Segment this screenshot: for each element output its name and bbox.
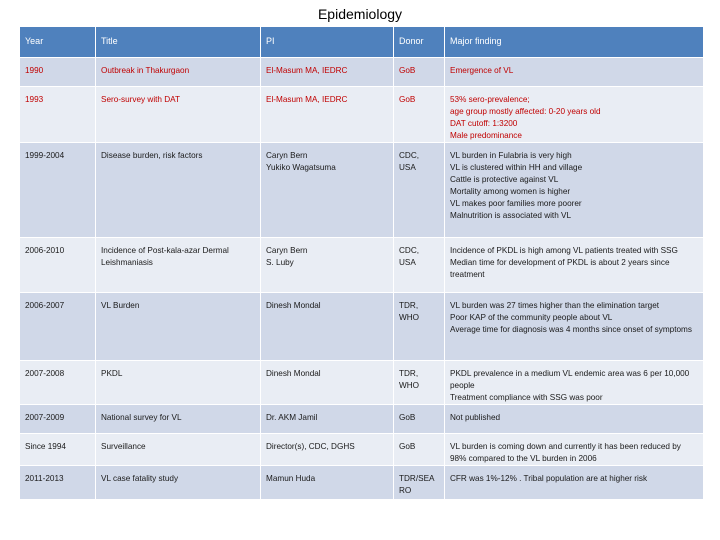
- cell-pi: Director(s), CDC, DGHS: [261, 434, 394, 466]
- cell-pi: Dinesh Mondal: [261, 293, 394, 361]
- table-row: [20, 405, 704, 434]
- cell-donor: CDC, USA: [394, 143, 445, 238]
- column-header-year: Year: [20, 27, 96, 58]
- cell-title: Disease burden, risk factors: [96, 143, 261, 238]
- table-row: [20, 143, 704, 238]
- cell-finding: CFR was 1%-12% . Tribal population are at higher risk: [445, 466, 704, 500]
- cell-title: VL case fatality study: [96, 466, 261, 500]
- cell-title: Incidence of Post-kala-azar Dermal Leishmaniasis: [96, 238, 261, 293]
- cell-title: VL Burden: [96, 293, 261, 361]
- cell-finding: VL burden was 27 times higher than the elimination target Poor KAP of the community people about VL Average time for diagnosis was 4 months since onset of symptoms: [445, 293, 704, 361]
- table-row: [20, 293, 704, 361]
- table-row: [20, 58, 704, 87]
- cell-donor: GoB: [394, 58, 445, 87]
- cell-year: 2011-2013: [20, 466, 96, 500]
- cell-donor: CDC, USA: [394, 238, 445, 293]
- cell-finding: Emergence of VL: [445, 58, 704, 87]
- cell-finding: Not published: [445, 405, 704, 434]
- table-row: [20, 361, 704, 405]
- cell-pi: Dr. AKM Jamil: [261, 405, 394, 434]
- cell-donor: TDR, WHO: [394, 293, 445, 361]
- cell-year: 1993: [20, 87, 96, 143]
- cell-year: 2007-2008: [20, 361, 96, 405]
- cell-pi: Dinesh Mondal: [261, 361, 394, 405]
- cell-pi: El-Masum MA, IEDRC: [261, 87, 394, 143]
- cell-title: Sero-survey with DAT: [96, 87, 261, 143]
- cell-title: National survey for VL: [96, 405, 261, 434]
- table-row: [20, 238, 704, 293]
- cell-pi: Caryn Bern S. Luby: [261, 238, 394, 293]
- cell-year: 1990: [20, 58, 96, 87]
- cell-finding: Incidence of PKDL is high among VL patients treated with SSG Median time for development of PKDL is about 2 years since treatment: [445, 238, 704, 293]
- table-header-row: [20, 27, 704, 58]
- column-header-major-finding: Major finding: [445, 27, 704, 58]
- cell-year: 1999-2004: [20, 143, 96, 238]
- cell-finding: VL burden is coming down and currently it has been reduced by 98% compared to the VL burden in 2006: [445, 434, 704, 466]
- cell-pi: Mamun Huda: [261, 466, 394, 500]
- cell-year: 2006-2007: [20, 293, 96, 361]
- epidemiology-table: [19, 26, 704, 500]
- table-row: [20, 87, 704, 143]
- cell-donor: TDR, WHO: [394, 361, 445, 405]
- cell-title: PKDL: [96, 361, 261, 405]
- page-title: Epidemiology: [317, 6, 403, 22]
- cell-title: Outbreak in Thakurgaon: [96, 58, 261, 87]
- column-header-title: Title: [96, 27, 261, 58]
- cell-year: 2006-2010: [20, 238, 96, 293]
- cell-year: Since 1994: [20, 434, 96, 466]
- cell-donor: GoB: [394, 434, 445, 466]
- cell-finding: VL burden in Fulabria is very high VL is clustered within HH and village Cattle is protective against VL Mortality among women is higher VL makes poor families more poorer Malnutrition is associated with VL: [445, 143, 704, 238]
- cell-donor: TDR/SEA RO: [394, 466, 445, 500]
- cell-title: Surveillance: [96, 434, 261, 466]
- column-header-pi: PI: [261, 27, 394, 58]
- cell-donor: GoB: [394, 87, 445, 143]
- cell-pi: El-Masum MA, IEDRC: [261, 58, 394, 87]
- cell-finding: 53% sero-prevalence; age group mostly affected: 0-20 years old DAT cutoff: 1:3200 Male predominance: [445, 87, 704, 143]
- cell-year: 2007-2009: [20, 405, 96, 434]
- cell-pi: Caryn Bern Yukiko Wagatsuma: [261, 143, 394, 238]
- table-row: [20, 434, 704, 466]
- cell-finding: PKDL prevalence in a medium VL endemic area was 6 per 10,000 people Treatment compliance with SSG was poor: [445, 361, 704, 405]
- cell-donor: GoB: [394, 405, 445, 434]
- table-row: [20, 466, 704, 500]
- column-header-donor: Donor: [394, 27, 445, 58]
